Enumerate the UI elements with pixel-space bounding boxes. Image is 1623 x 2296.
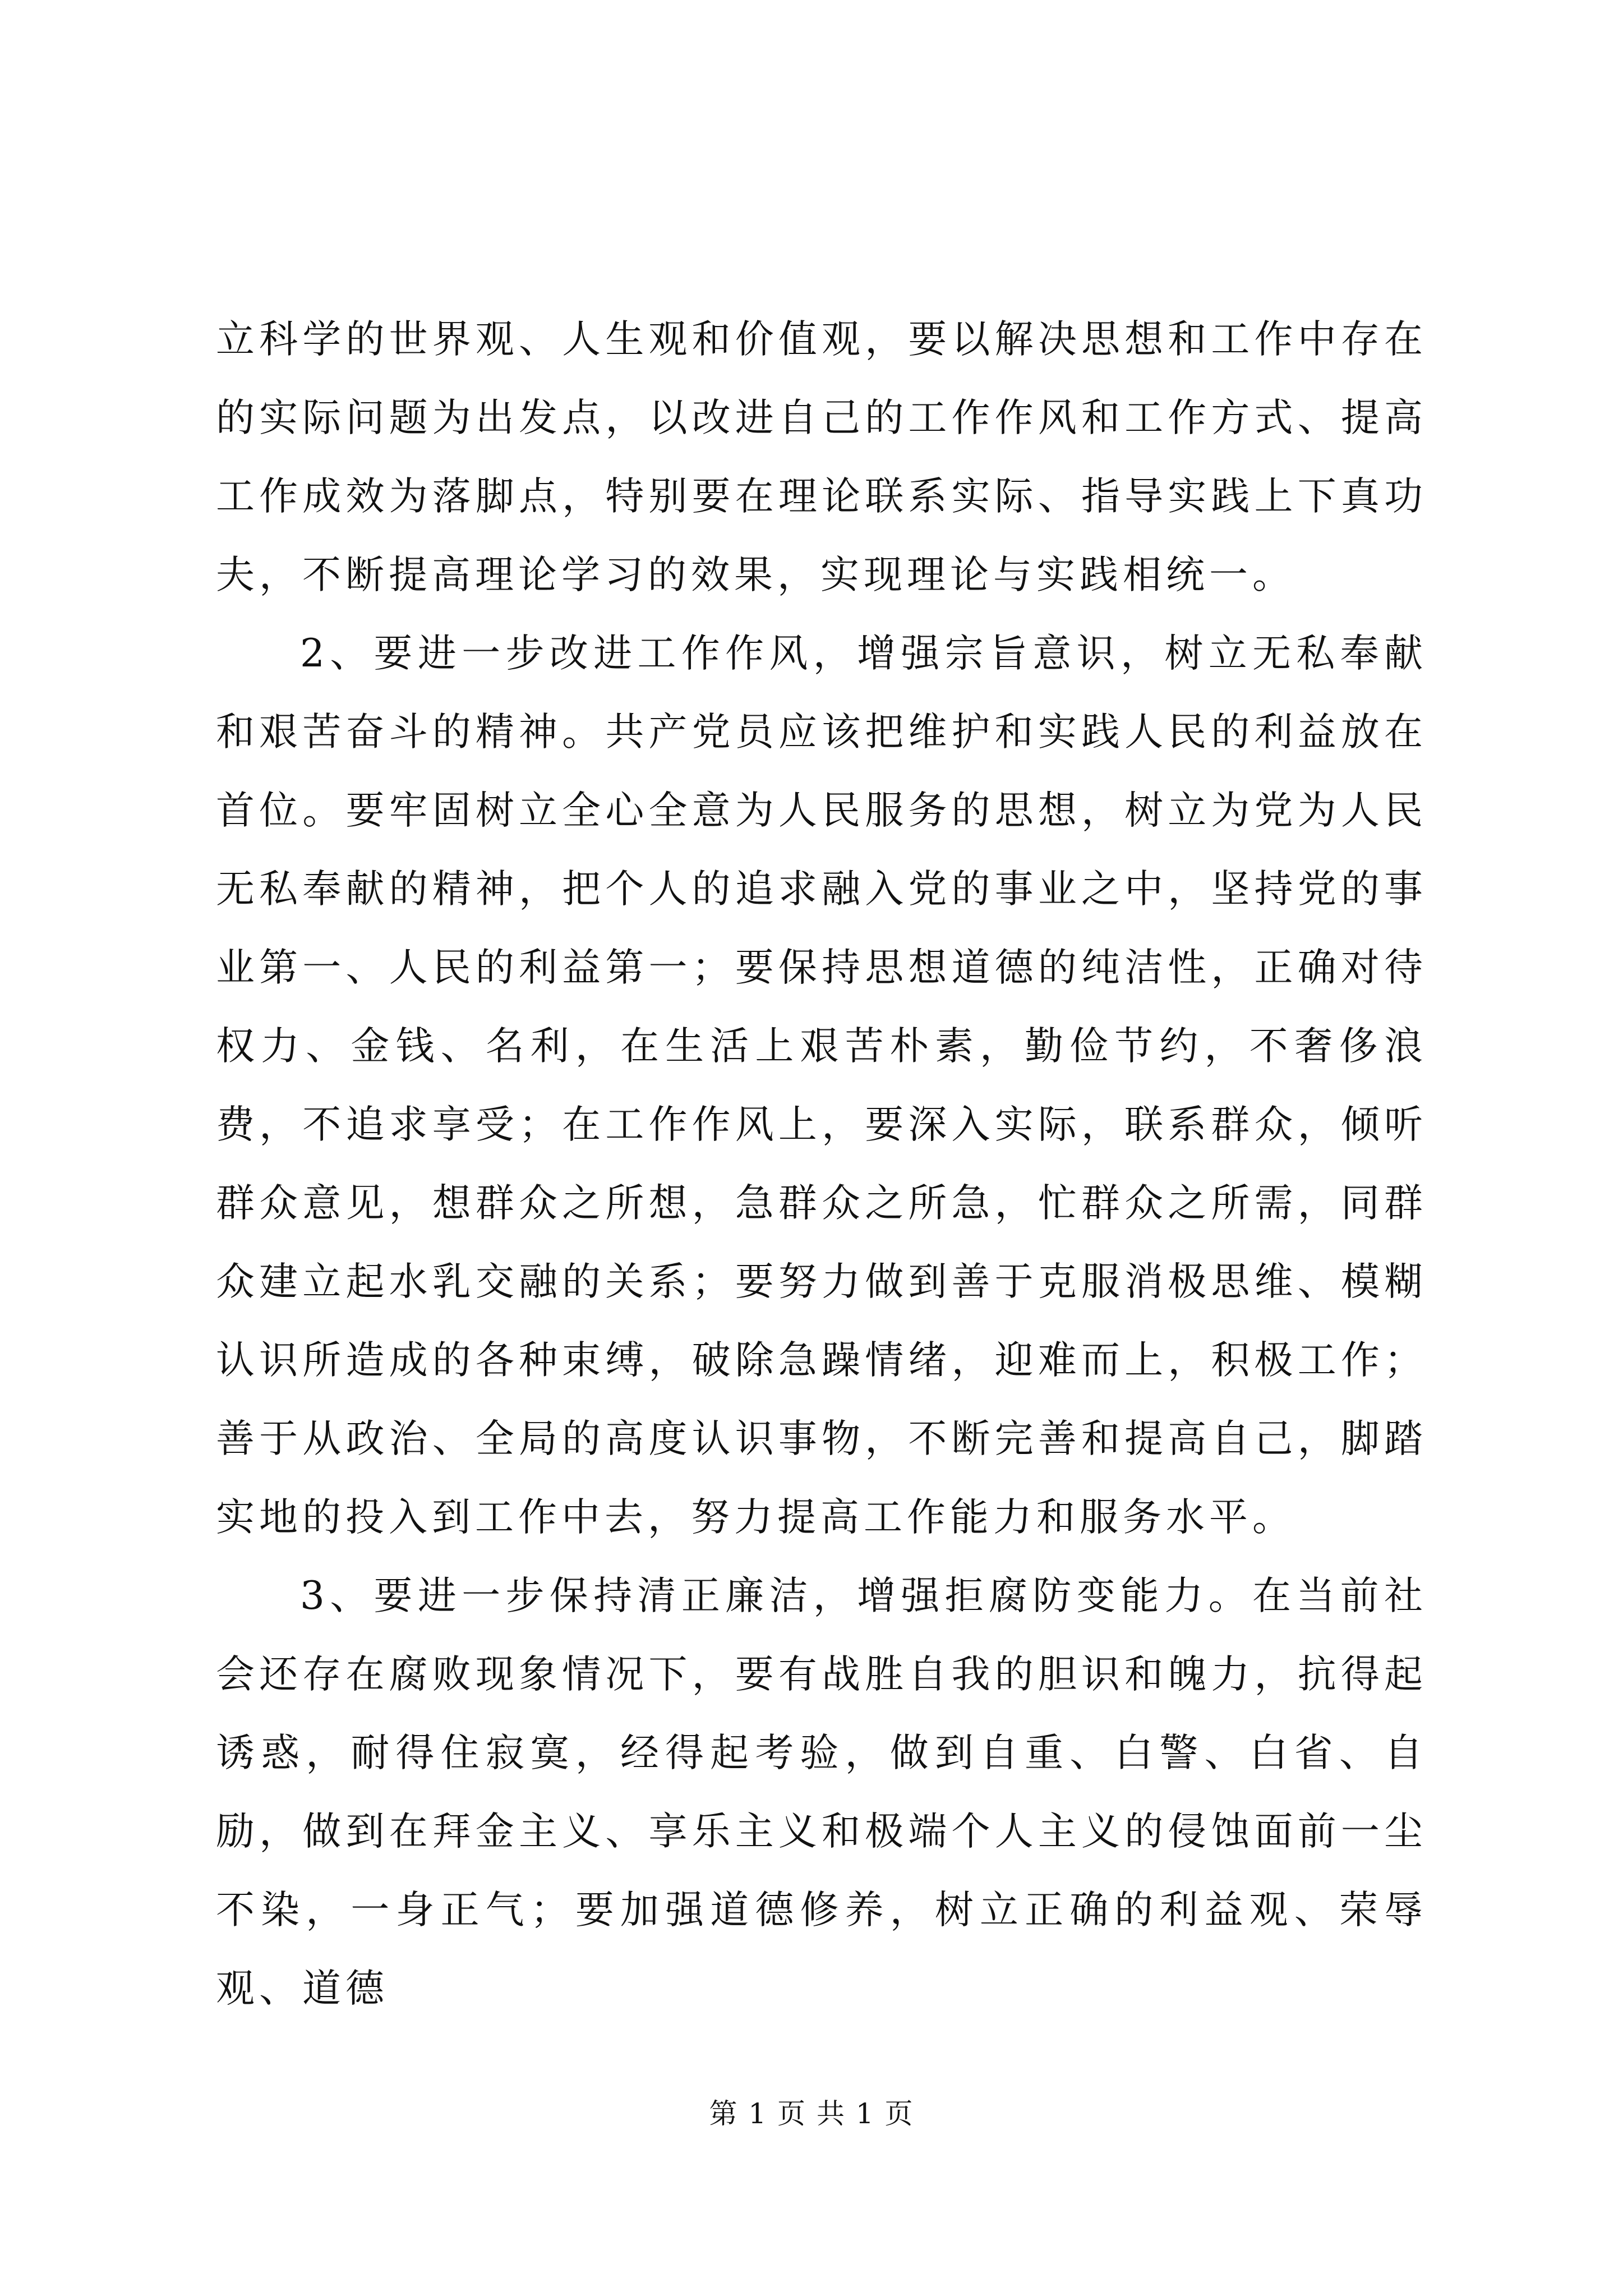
paragraph-item-2: 2、要进一步改进工作作风，增强宗旨意识，树立无私奉献和艰苦奋斗的精神。共产党员应该把维护和实践人民的利益放在首位。要牢固树立全心全意为人民服务的思想，树立为党为人民无私奉献的精神，把个人的追求融入党的事业之中，坚持党的事业第一、人民的利益第一；要保持思想道德的纯洁性，正确对待权力、金钱、名利，在生活上艰苦朴素，勤俭节约，不奢侈浪费，不追求享受；在工作作风上，要深入实际，联系群众，倾听群众意见，想群众之所想，急群众之所急，忙群众之所需，同群众建立起水乳交融的关系；要努力做到善于克服消极思维、模糊认识所造成的各种束缚，破除急躁情绪，迎难而上，积极工作；善于从政治、全局的高度认识事物，不断完善和提高自己，脚踏实地的投入到工作中去，努力提高工作能力和服务水平。 xyxy=(216,631,1427,1540)
document-body xyxy=(216,300,1427,2028)
paragraph-continuation: 立科学的世界观、人生观和价值观，要以解决思想和工作中存在的实际问题为出发点，以改进自己的工作作风和工作方式、提高工作成效为落脚点，特别要在理论联系实际、指导实践上下真功夫，不断提高理论学习的效果，实现理论与实践相统一。 xyxy=(216,317,1427,597)
paragraph-item-3: 3、要进一步保持清正廉洁，增强拒腐防变能力。在当前社会还存在腐败现象情况下，要有战胜自我的胆识和魄力，抗得起诱惑，耐得住寂寞，经得起考验，做到自重、白警、白省、自励，做到在拜金主义、享乐主义和极端个人主义的侵蚀面前一尘不染，一身正气；要加强道德修养，树立正确的利益观、荣辱观、道德 xyxy=(216,1573,1427,2011)
page-footer: 第 1 页 共 1 页 xyxy=(709,2097,914,2130)
